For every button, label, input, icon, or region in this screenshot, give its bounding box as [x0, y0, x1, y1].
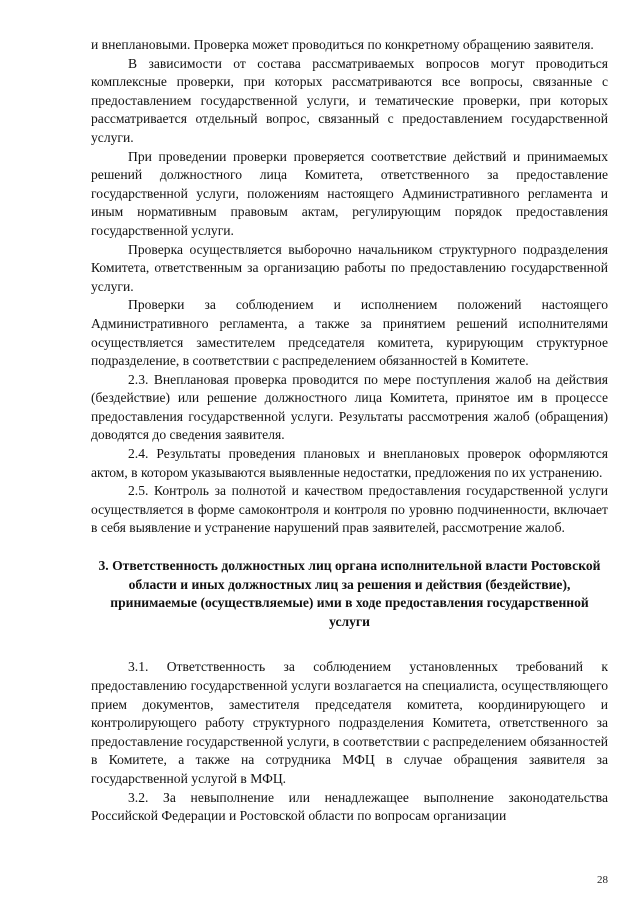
- paragraph: 2.3. Внеплановая проверка проводится по мере поступления жалоб на действия (бездействие) или решение должностного лица Комитета, принятое им в процессе предоставления государственной услуги. Результаты рассмотрения жалоб (обращения) доводятся до сведения заявителя.: [91, 371, 608, 443]
- paragraph: 3.1. Ответственность за соблюдением установленных требований к предоставлению государственной услуги возлагается на специалиста, осуществляющего прием документов, заместителя председателя комитета, координирующего и контролирующего работу структурного подразделения Комитета, ответственного за предоставление государственной услуги, в соответствии с распределением обязанностей в Комитете, а также на сотрудника МФЦ в случае обращения заявителя за государственной услугой в МФЦ.: [91, 659, 608, 786]
- body-text-after-heading: [91, 658, 608, 825]
- paragraph: 2.4. Результаты проведения плановых и внеплановых проверок оформляются актом, в котором указываются выявленные недостатки, предложения по их устранению.: [91, 446, 608, 480]
- document-page: [91, 36, 608, 826]
- section-heading: 3. Ответственность должностных лиц органа исполнительной власти Ростовской области и иных должностных лиц за решения и действия (бездействие), принимаемые (осуществляемые) ими в ходе предоставления государственной услуги: [98, 558, 601, 629]
- paragraph: 3.2. За невыполнение или ненадлежащее выполнение законодательства Российской Федерации и Ростовской области по вопросам организации: [91, 789, 608, 824]
- body-text-before-heading: [91, 36, 608, 538]
- paragraph: 2.5. Контроль за полнотой и качеством предоставления государственной услуги осуществляется в форме самоконтроля и контроля по уровню подчиненности, включает в себя выявление и устранение нарушений прав заявителей, рассмотрение жалоб.: [91, 483, 608, 536]
- page-number: 28: [597, 874, 608, 886]
- paragraph: Проверка осуществляется выборочно начальником структурного подразделения Комитета, ответственным за организацию работы по предоставлению государственной услуги.: [91, 241, 608, 294]
- paragraph: Проверки за соблюдением и исполнением положений настоящего Административного регламента, а также за принятием решений исполнителями осуществляется заместителем председателя комитета, курирующим структурное подразделение, в соответствии с распределением обязанностей в Комитете.: [91, 297, 608, 369]
- paragraph: При проведении проверки проверяется соответствие действий и принимаемых решений должностного лица Комитета, ответственного за предоставление государственной услуги, положениям настоящего Административного регламента и иным нормативным правовым актам, регулирующим порядок предоставления государственной услуги.: [91, 148, 608, 238]
- paragraph: В зависимости от состава рассматриваемых вопросов могут проводиться комплексные проверки, при которых рассматриваются все вопросы, связанные с предоставлением государственной услуги, и тематические проверки, при которых рассматривается отдельный вопрос, связанный с предоставлением государственной услуги.: [91, 55, 608, 145]
- paragraph: и внеплановыми. Проверка может проводиться по конкретному обращению заявителя.: [91, 37, 594, 52]
